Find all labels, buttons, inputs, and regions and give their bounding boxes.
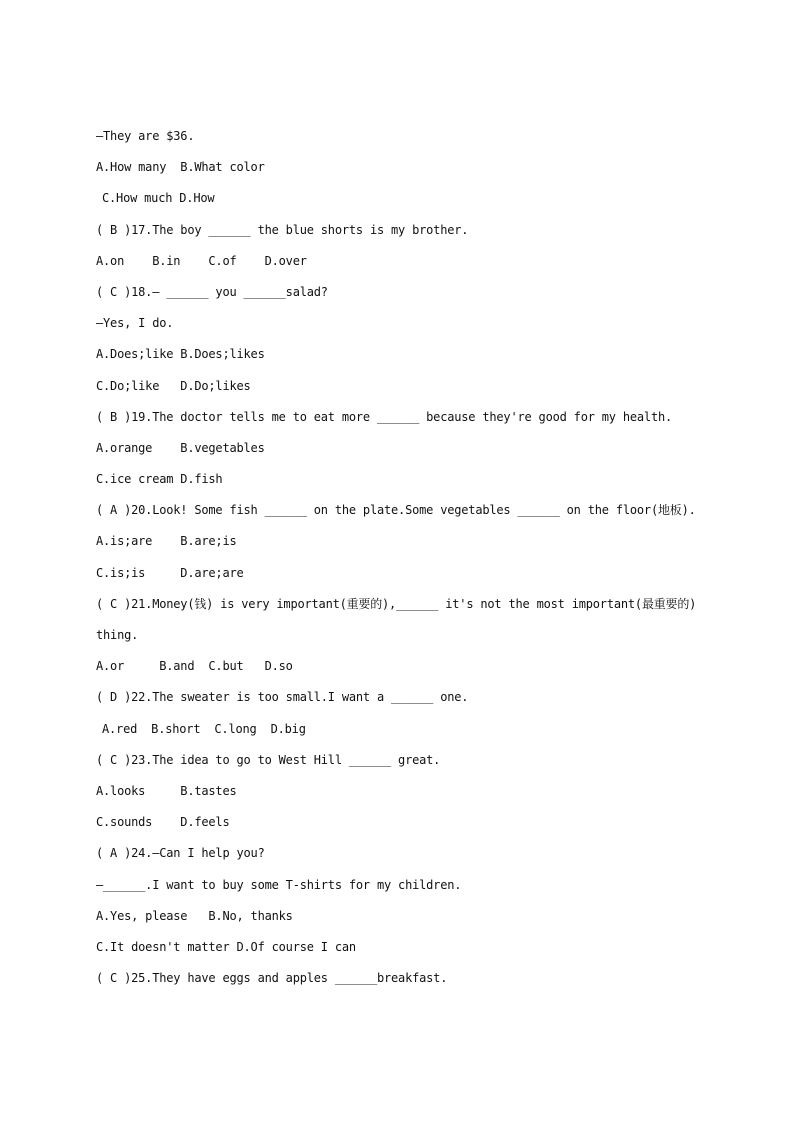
options-line: A.Does;like B.Does;likes [96,347,265,362]
options-line: A.is;are B.are;is [96,534,237,549]
question-18: ( C )18.— ______ you ______salad? [96,284,328,299]
options-line: A.orange B.vegetables [96,440,265,455]
options-line: C.is;is D.are;are [96,565,244,580]
options-line: A.Yes, please B.No, thanks [96,908,293,923]
options-line: A.red B.short C.long D.big [102,721,306,736]
question-25: ( C )25.They have eggs and apples ______breakfast. [96,971,448,986]
question-17: ( B )17.The boy ______ the blue shorts is my brother. [96,222,469,237]
question-24: ( A )24.—Can I help you? [96,846,265,861]
question-19: ( B )19.The doctor tells me to eat more ______ because they're good for my health. [96,409,673,424]
options-line: A.How many B.What color [96,160,265,175]
options-line: A.on B.in C.of D.over [96,253,307,268]
question-23: ( C )23.The idea to go to West Hill ______ great. [96,752,441,767]
answer-line: —They are $36. [96,129,195,143]
question-21-continued: thing. [96,628,139,642]
question-22: ( D )22.The sweater is too small.I want a ______ one. [96,690,469,705]
answer-line: —______.I want to buy some T-shirts for my children. [96,877,462,892]
options-line: C.How much D.How [102,191,215,206]
question-20: ( A )20.Look! Some fish ______ on the plate.Some vegetables ______ on the floor(地板). [96,503,696,518]
options-line: C.It doesn't matter D.Of course I can [96,939,356,954]
options-line: C.sounds D.feels [96,815,230,830]
options-line: C.Do;like D.Do;likes [96,378,251,393]
exercise-text [96,126,716,999]
options-line: A.or B.and C.but D.so [96,659,293,674]
question-21: ( C )21.Money(钱) is very important(重要的),______ it's not the most important(最重要的) [96,596,697,611]
options-line: C.ice cream D.fish [96,472,223,487]
options-line: A.looks B.tastes [96,783,237,798]
answer-line: —Yes, I do. [96,316,174,331]
